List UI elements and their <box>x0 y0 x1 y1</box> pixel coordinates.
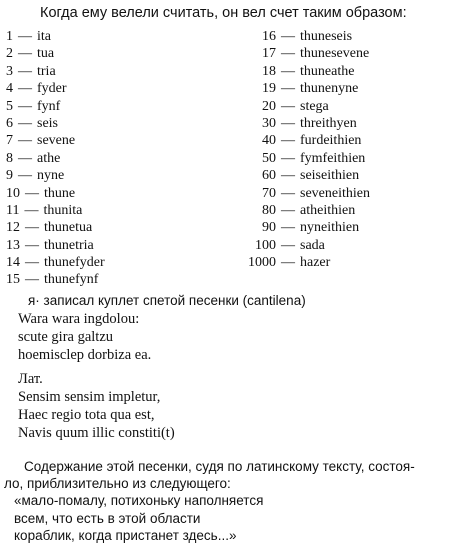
numeral: 1000 <box>248 255 276 271</box>
dash: — <box>18 133 32 149</box>
paragraph-line: Содержание этой песенки, судя по латинскому тексту, состоя- <box>24 459 415 474</box>
latin-verse <box>18 388 175 442</box>
number-word: seis <box>37 115 58 131</box>
number-word: thunesevene <box>300 46 370 62</box>
number-row <box>6 254 105 271</box>
numeral: 100 <box>255 237 276 253</box>
numeral: 3 <box>6 63 13 79</box>
number-row <box>6 202 105 219</box>
number-word: thuneseis <box>300 29 353 44</box>
number-word: thunetua <box>44 220 93 236</box>
numeral: 9 <box>6 168 13 184</box>
dash: — <box>281 63 295 79</box>
quote-line: кораблик, когда пристанет здесь...» <box>14 527 237 543</box>
number-row <box>6 98 105 115</box>
numeral: 14 <box>6 255 20 271</box>
dash: — <box>281 29 295 44</box>
number-word: nyneithien <box>300 220 360 236</box>
number-word: stega <box>300 98 329 114</box>
number-word: thunefyder <box>44 255 105 271</box>
numeral: 19 <box>262 81 276 97</box>
number-row <box>236 63 370 80</box>
number-word: sevene <box>37 133 76 149</box>
number-word: seveneithien <box>300 185 370 201</box>
number-row <box>6 63 105 80</box>
number-word: fyder <box>37 81 67 97</box>
numeral: 18 <box>262 63 276 79</box>
dash: — <box>18 63 32 79</box>
dash: — <box>25 237 39 253</box>
number-row <box>6 45 105 62</box>
latin-label: Лат. <box>18 371 43 387</box>
numbers-column-left <box>6 28 105 289</box>
dash: — <box>281 237 295 253</box>
number-word: thuneathe <box>300 63 355 79</box>
number-row <box>6 132 105 149</box>
numeral: 7 <box>6 133 13 149</box>
dash: — <box>25 272 39 288</box>
paragraph-line: ло, приблизительно из следующего: <box>4 476 231 492</box>
numeral: 12 <box>6 220 20 236</box>
number-word: seiseithien <box>300 168 360 184</box>
number-word: nyne <box>37 168 65 184</box>
basque-line: Wara wara ingdolou: <box>18 311 140 327</box>
song-intro: я· записал куплет спетой песенки (cantilena) <box>28 293 306 308</box>
number-word: tua <box>37 46 55 62</box>
number-word: atheithien <box>300 202 356 218</box>
number-row <box>236 237 370 254</box>
number-row <box>236 167 370 184</box>
latin-line: Haec regio tota qua est, <box>18 407 155 423</box>
number-row <box>6 80 105 97</box>
dash: — <box>18 29 32 44</box>
numeral: 6 <box>6 115 13 131</box>
number-word: thunita <box>43 202 83 218</box>
dash: — <box>281 150 295 166</box>
basque-line: scute gira galtzu <box>18 329 114 345</box>
numeral: 17 <box>262 46 276 62</box>
number-word: ita <box>37 29 51 44</box>
numeral: 13 <box>6 237 20 253</box>
number-row <box>236 115 370 132</box>
dash: — <box>18 115 32 131</box>
dash: — <box>18 81 32 97</box>
quote-line: всем, что есть в этой области <box>14 510 201 526</box>
dash: — <box>281 133 295 149</box>
numeral: 16 <box>262 29 276 44</box>
dash: — <box>281 168 295 184</box>
number-row <box>6 237 105 254</box>
dash: — <box>281 255 295 271</box>
song-meaning-paragraph <box>4 458 456 544</box>
number-word: tria <box>37 63 56 79</box>
dash: — <box>281 185 295 201</box>
numeral: 2 <box>6 46 13 62</box>
numeral: 8 <box>6 150 13 166</box>
numeral: 90 <box>262 220 276 236</box>
numeral: 40 <box>262 133 276 149</box>
number-row <box>236 28 370 45</box>
numeral: 20 <box>262 98 276 114</box>
numbers-column-right <box>236 28 370 271</box>
numeral: 70 <box>262 185 276 201</box>
counting-intro: Когда ему велели считать, он вел счет таким образом: <box>40 5 407 21</box>
number-word: hazer <box>300 255 331 271</box>
number-word: thunetria <box>44 237 94 253</box>
dash: — <box>281 115 295 131</box>
number-row <box>6 150 105 167</box>
number-row <box>236 202 370 219</box>
number-word: threithyen <box>300 115 357 131</box>
numeral: 1 <box>6 29 13 44</box>
dash: — <box>25 185 39 201</box>
number-row <box>6 28 105 45</box>
dash: — <box>24 202 39 218</box>
dash: — <box>281 98 295 114</box>
number-word: fynf <box>37 98 61 114</box>
numeral: 80 <box>262 202 276 218</box>
basque-verse <box>18 310 151 364</box>
basque-line: hoemisclep dorbiza ea. <box>18 347 152 363</box>
numeral: 10 <box>6 185 20 201</box>
dash: — <box>25 255 39 271</box>
dash: — <box>281 46 295 62</box>
number-row <box>236 98 370 115</box>
number-word: thunenyne <box>300 81 359 97</box>
number-row <box>6 185 105 202</box>
dash: — <box>18 46 32 62</box>
numeral: 15 <box>6 272 20 288</box>
number-row <box>236 45 370 62</box>
number-word: athe <box>37 150 61 166</box>
number-row <box>236 185 370 202</box>
numeral: 5 <box>6 98 13 114</box>
dash: — <box>25 220 39 236</box>
number-word: thune <box>44 185 76 201</box>
numeral: 4 <box>6 81 13 97</box>
number-row <box>236 132 370 149</box>
number-row <box>236 219 370 236</box>
number-row <box>6 115 105 132</box>
dash: — <box>18 168 32 184</box>
number-word: sada <box>300 237 325 253</box>
latin-line: Sensim sensim impletur, <box>18 389 161 405</box>
numeral: 60 <box>262 168 276 184</box>
number-row <box>236 80 370 97</box>
dash: — <box>281 81 295 97</box>
dash: — <box>18 98 32 114</box>
number-row <box>236 254 370 271</box>
number-word: thunefynf <box>44 272 99 288</box>
dash: — <box>281 202 295 218</box>
number-row <box>6 167 105 184</box>
numeral: 50 <box>262 150 276 166</box>
number-word: furdeithien <box>300 133 362 149</box>
dash: — <box>281 220 295 236</box>
number-row <box>6 219 105 236</box>
numeral: 11 <box>6 202 20 218</box>
number-word: fymfeithien <box>300 150 366 166</box>
quote-line: «мало-помалу, потихоньку наполняется <box>14 493 264 509</box>
latin-line: Navis quum illic constiti(t) <box>18 425 175 441</box>
numeral: 30 <box>262 115 276 131</box>
number-row <box>236 150 370 167</box>
dash: — <box>18 150 32 166</box>
number-row <box>6 271 105 288</box>
